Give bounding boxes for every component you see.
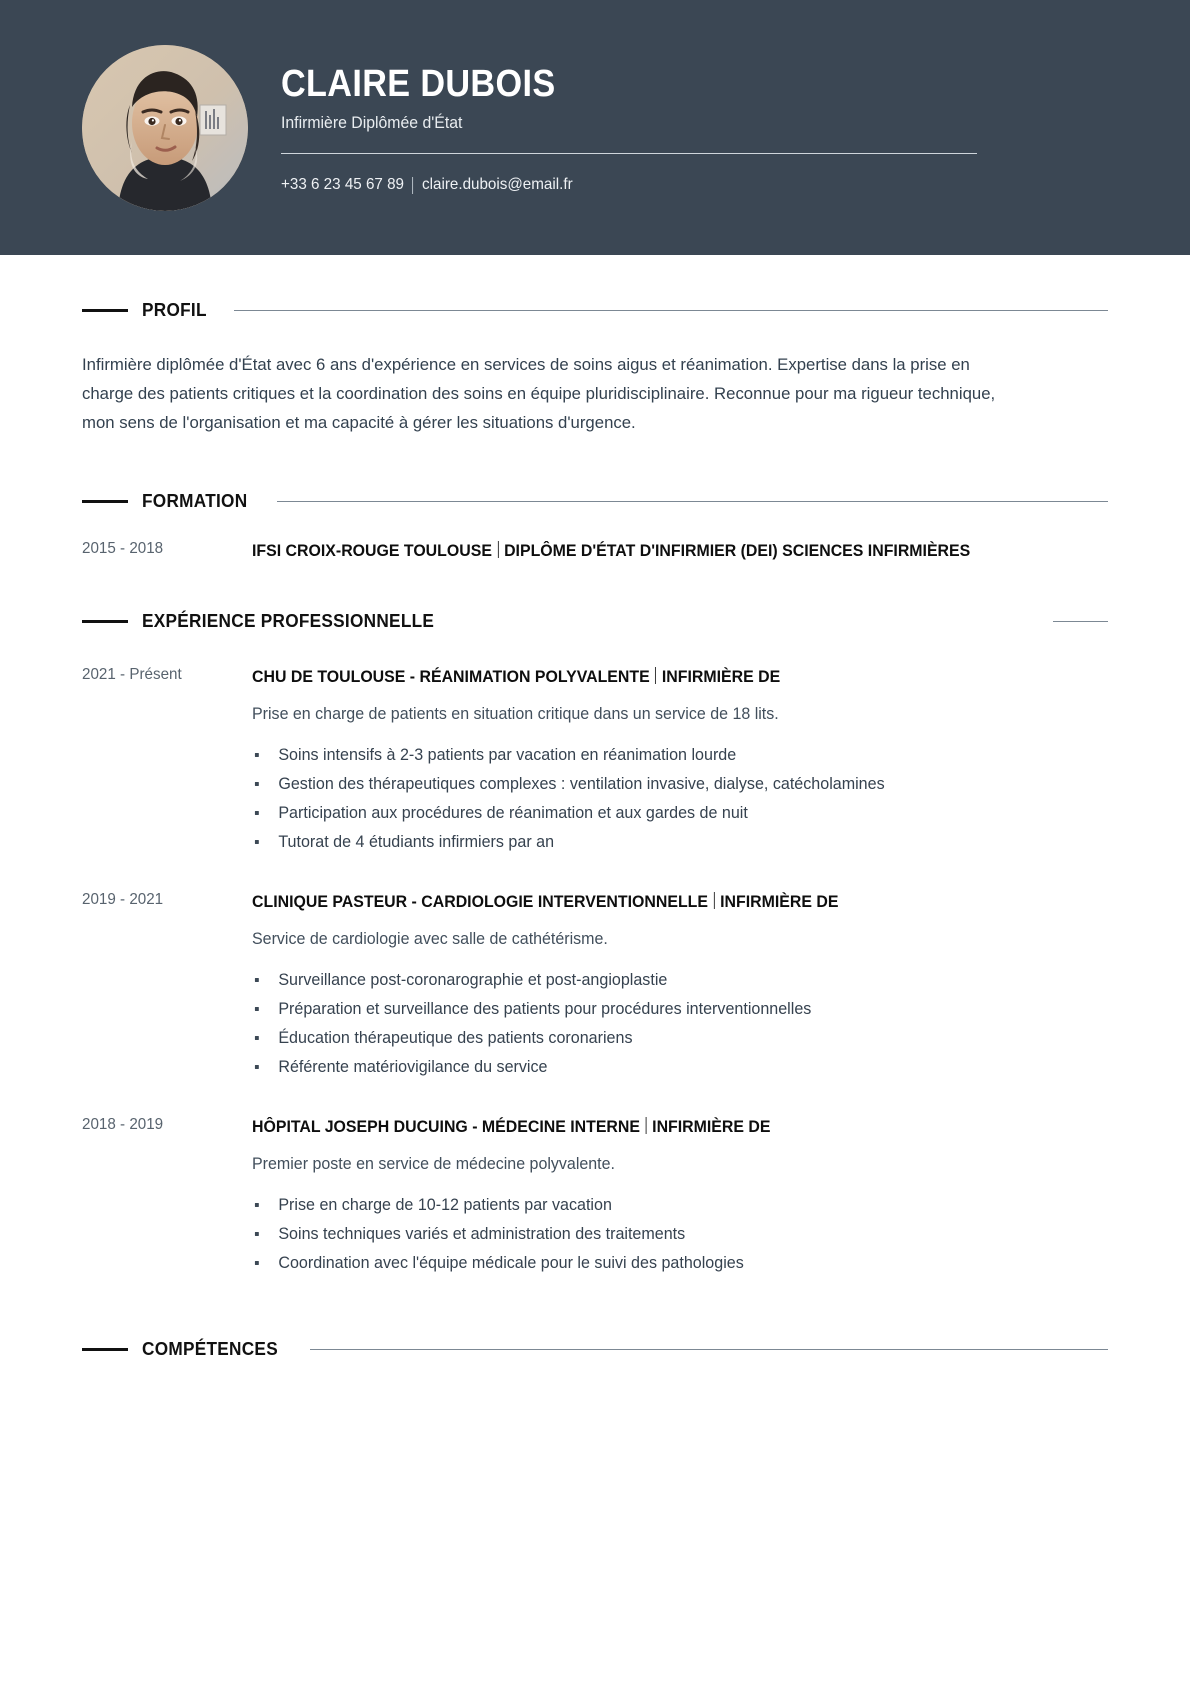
title-separator-icon [714, 892, 715, 909]
resume-body [0, 299, 1190, 1360]
title-separator-icon [646, 1117, 647, 1134]
avatar-photo-icon [82, 45, 248, 211]
experience-bullet-list [252, 741, 1108, 857]
section-title-experience: EXPÉRIENCE PROFESSIONNELLE [142, 610, 435, 631]
experience-description: Service de cardiologie avec salle de cathétérisme. [252, 930, 608, 948]
list-item: Référente matériovigilance du service [252, 1053, 1087, 1082]
section-header-profil [82, 299, 1108, 321]
contact-line [281, 176, 946, 194]
section-title-competences: COMPÉTENCES [142, 1338, 278, 1359]
experience-role: INFIRMIÈRE DE [661, 667, 781, 686]
list-item: Éducation thérapeutique des patients coronariens [252, 1024, 1087, 1053]
experience-organisation: CLINIQUE PASTEUR - CARDIOLOGIE INTERVENTIONNELLE [252, 892, 708, 911]
list-item: Gestion des thérapeutiques complexes : ventilation invasive, dialyse, catécholamines [252, 770, 1087, 799]
section-rule [310, 1349, 1108, 1350]
email-address[interactable]: claire.dubois@email.fr [422, 176, 573, 194]
section-header-experience [82, 610, 1108, 632]
experience-dates: 2021 - Présent [82, 666, 182, 683]
section-dash-icon [82, 309, 128, 312]
experience-entry [82, 889, 1108, 1082]
experience-dates: 2018 - 2019 [82, 1116, 164, 1133]
education-organisation: IFSI CROIX-ROUGE TOULOUSE [252, 541, 492, 560]
experience-title [252, 889, 1108, 914]
experience-bullet-list [252, 966, 1108, 1082]
page-title: CLAIRE DUBOIS [281, 62, 556, 105]
experience-organisation: CHU DE TOULOUSE - RÉANIMATION POLYVALENTE [252, 667, 650, 686]
experience-dates: 2019 - 2021 [82, 891, 164, 908]
list-item: Soins techniques variés et administration des traitements [252, 1220, 1087, 1249]
experience-title [252, 1114, 1108, 1139]
experience-description: Premier poste en service de médecine polyvalente. [252, 1155, 615, 1173]
section-dash-icon [82, 1348, 128, 1351]
experience-details [252, 664, 1108, 857]
header-text-block [281, 61, 981, 195]
avatar [82, 45, 248, 211]
list-item: Surveillance post-coronarographie et post-angioplastie [252, 966, 1087, 995]
list-item: Participation aux procédures de réanimation et aux gardes de nuit [252, 799, 1087, 828]
experience-bullet-list [252, 1191, 1108, 1278]
job-title: Infirmière Diplômée d'État [281, 113, 463, 133]
list-item: Soins intensifs à 2-3 patients par vacation en réanimation lourde [252, 741, 1087, 770]
section-dash-icon [82, 620, 128, 623]
section-dash-icon [82, 500, 128, 503]
education-qualification: DIPLÔME D'ÉTAT D'INFIRMIER (DEI) SCIENCES INFIRMIÈRES [504, 541, 971, 560]
section-header-formation [82, 490, 1108, 512]
experience-entry [82, 1114, 1108, 1278]
list-item: Préparation et surveillance des patients pour procédures interventionnelles [252, 995, 1087, 1024]
experience-entry [82, 664, 1108, 857]
experience-description: Prise en charge de patients en situation critique dans un service de 18 lits. [252, 705, 779, 723]
section-rule [1053, 621, 1108, 622]
experience-title [252, 664, 1108, 689]
experience-role: INFIRMIÈRE DE [652, 1117, 771, 1136]
list-item: Prise en charge de 10-12 patients par vacation [252, 1191, 1087, 1220]
experience-details [252, 889, 1108, 1082]
contact-separator [413, 177, 414, 194]
education-title [252, 538, 1108, 563]
education-details [252, 538, 1108, 563]
phone-number[interactable]: +33 6 23 45 67 89 [281, 176, 404, 194]
experience-organisation: HÔPITAL JOSEPH DUCUING - MÉDECINE INTERNE [252, 1117, 640, 1136]
section-header-competences [82, 1338, 1108, 1360]
profile-summary: Infirmière diplômée d'État avec 6 ans d'expérience en services de soins aigus et réanimation. Expertise dans la prise en charge des patients critiques et la coordination des soins en équipe pluridisciplinaire. Reconnue pour ma rigueur technique, mon sens de l'organisation et ma capacité à gérer les situations d'urgence. [82, 355, 996, 432]
experience-role: INFIRMIÈRE DE [720, 892, 839, 911]
education-entry [82, 538, 1108, 563]
section-rule [234, 310, 1108, 311]
section-title-profil: PROFIL [142, 299, 207, 320]
experience-details [252, 1114, 1108, 1278]
title-separator-icon [655, 667, 656, 684]
title-separator-icon [498, 541, 499, 558]
section-title-formation: FORMATION [142, 490, 248, 511]
section-rule [277, 501, 1108, 502]
resume-header [0, 0, 1190, 255]
header-divider [281, 153, 977, 154]
list-item: Coordination avec l'équipe médicale pour le suivi des pathologies [252, 1249, 1087, 1278]
education-dates: 2015 - 2018 [82, 540, 164, 557]
list-item: Tutorat de 4 étudiants infirmiers par an [252, 828, 1087, 857]
